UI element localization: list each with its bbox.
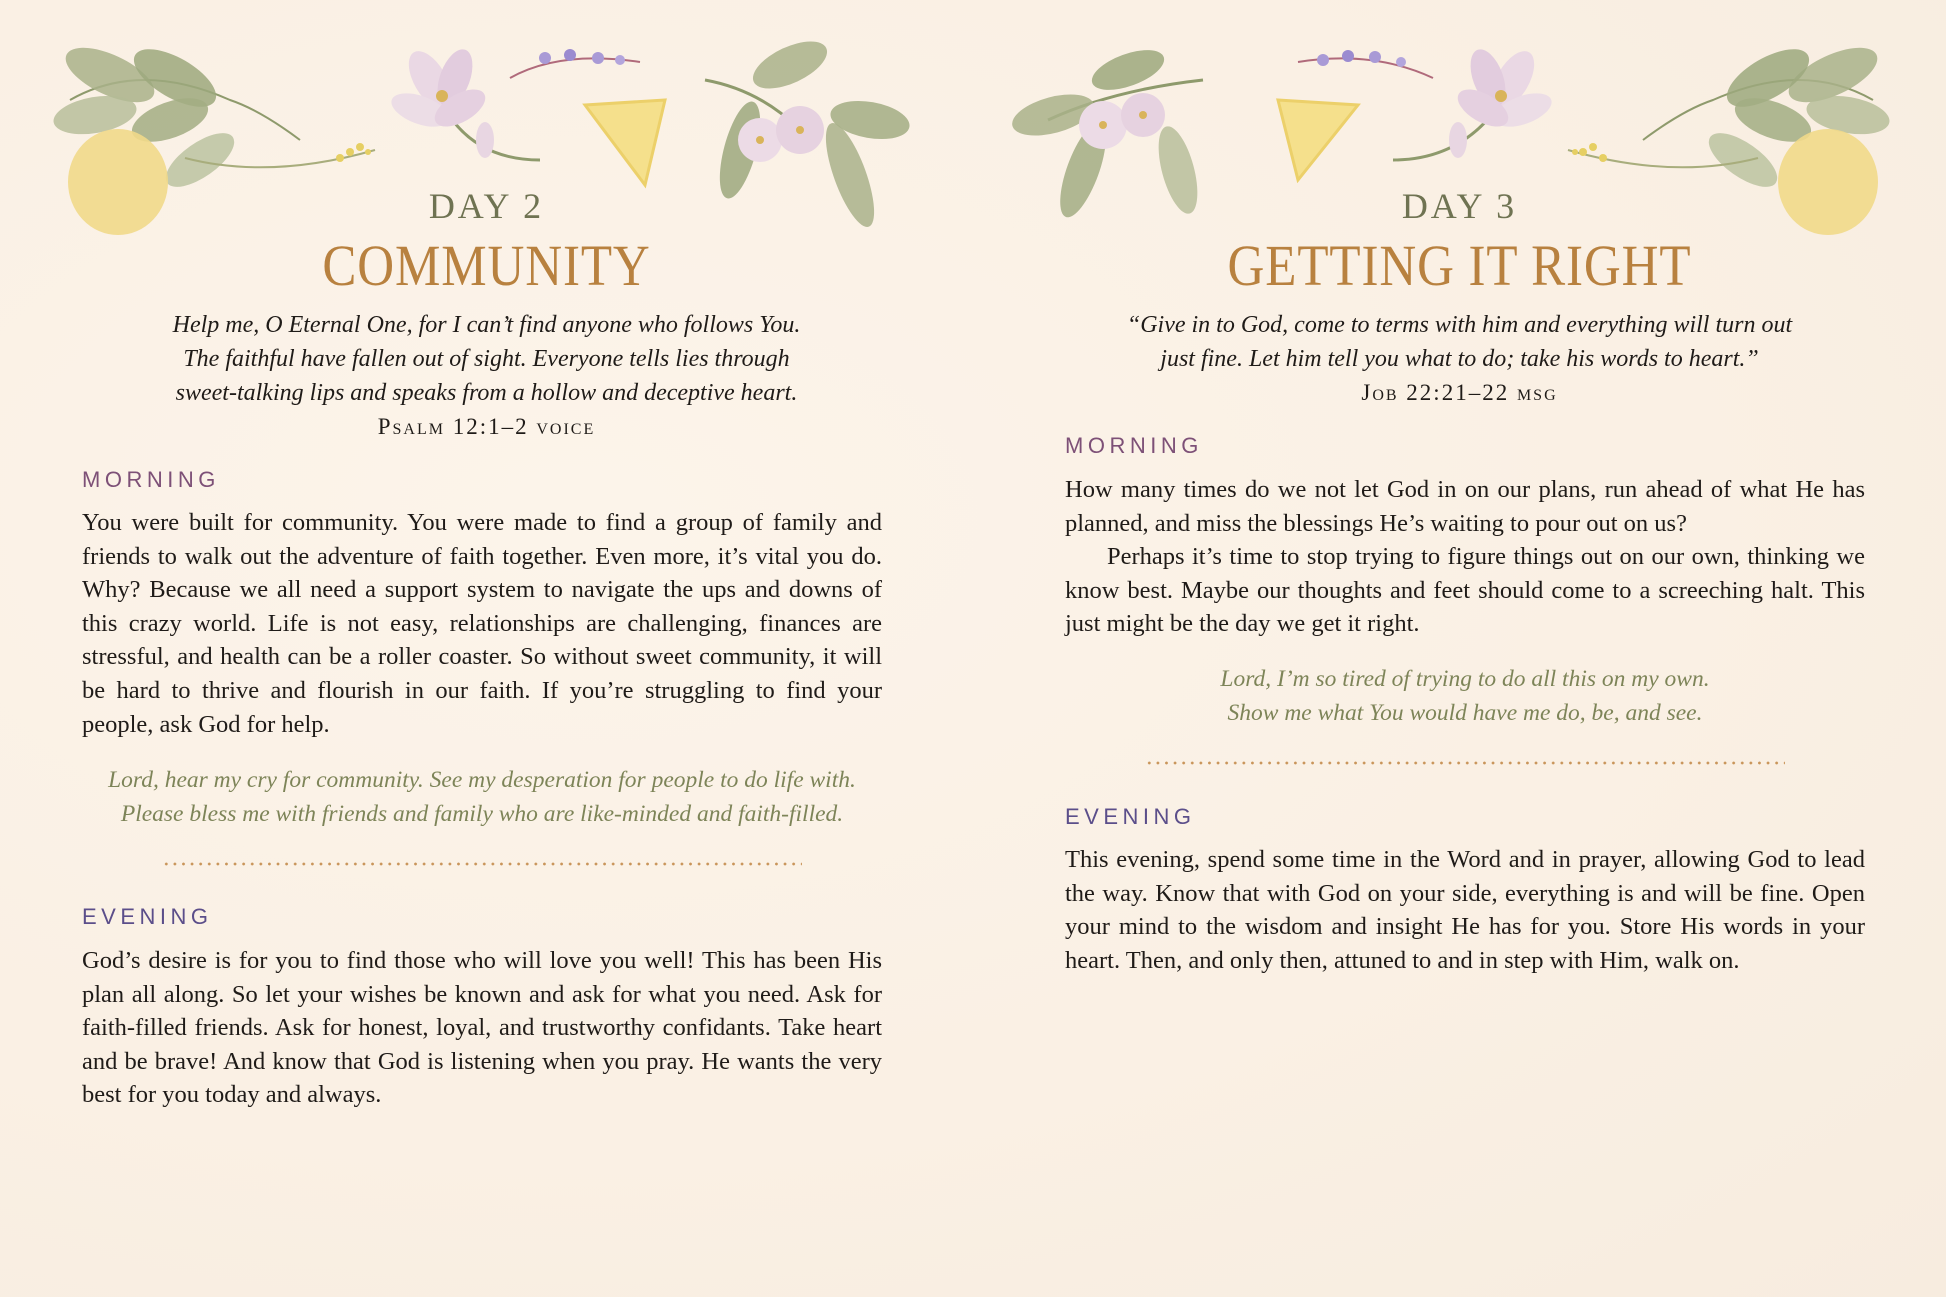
evening-body <box>82 944 882 1112</box>
paragraph: This evening, spend some time in the Word and in prayer, allowing God to lead the way. Know that with God on your side, everything is and will be fine. Open your mind to the wisdom and insight He has for you. Store His words in your heart. Then, and only then, attuned to and in step with Him, walk on. <box>1065 846 1865 974</box>
verse-line: “Give in to God, come to terms with him and everything will turn out <box>1126 312 1793 338</box>
verse-line: Help me, O Eternal One, for I can’t find anyone who follows You. <box>172 312 801 338</box>
dotted-divider <box>1145 761 1785 765</box>
prayer-line: Show me what You would have me do, be, and see. <box>1227 699 1703 726</box>
prayer-line: Please bless me with friends and family who are like-minded and faith-filled. <box>120 800 844 827</box>
paragraph: How many times do we not let God in on our plans, run ahead of what He has planned, and miss the blessings He’s waiting to pour out on us? <box>1065 476 1865 537</box>
morning-body <box>1065 473 1865 641</box>
prayer-line: Lord, hear my cry for community. See my desperation for people to do life with. <box>108 767 856 793</box>
scripture-verse <box>0 308 973 444</box>
lemon-blossom-icon <box>1393 44 1556 160</box>
lavender-sprig-icon <box>510 49 640 78</box>
page-title: GETTING IT RIGHT <box>1227 233 1692 298</box>
evening-label: EVENING <box>1065 804 1196 829</box>
prayer-line: Lord, I’m so tired of trying to do all this on my own. <box>1220 666 1710 692</box>
morning-label: MORNING <box>1065 433 1203 458</box>
verse-line: sweet-talking lips and speaks from a hollow and deceptive heart. <box>175 380 798 406</box>
scripture-verse <box>973 308 1946 410</box>
leaves-icon <box>51 37 300 197</box>
lavender-sprig-icon <box>1298 50 1433 78</box>
morning-prayer <box>82 764 882 831</box>
verse-line: The faithful have fallen out of sight. Everyone tells lies through <box>183 346 790 372</box>
morning-label: MORNING <box>82 467 220 492</box>
yellow-sprig-icon <box>185 143 375 167</box>
evening-label: EVENING <box>82 904 213 929</box>
lemon-slice-icon <box>1278 100 1358 180</box>
paragraph: God’s desire is for you to find those who will love you well! This has been His plan all along. So let your wishes be known and ask for what you need. Ask for faith-filled friends. Ask for honest, loyal, and trustworthy confidants. Take heart and be brave! And know that God is listening when you pray. He wants the very best for you today and always. <box>82 947 882 1109</box>
day-label: DAY 3 <box>1401 186 1518 226</box>
paragraph: You were built for community. You were made to find a group of family and friends to walk out the adventure of faith together. Even more, it’s vital you do. Why? Because we all need a support system to navigate the ups and downs of this crazy world. Life is not easy, relationships are challenging, finances are stressful, and health can be a roller coaster. So without sweet community, it will be hard to thrive and flourish in our faith. If you’re struggling to find your people, ask God for help. <box>82 509 882 738</box>
lemon-slice-icon <box>585 100 665 185</box>
leaves-icon <box>1643 37 1892 197</box>
lemon-blossom-icon <box>387 44 540 160</box>
dotted-divider <box>162 862 802 866</box>
verse-line: just fine. Let him tell you what to do; take his words to heart.” <box>1160 346 1759 372</box>
paragraph: Perhaps it’s time to stop trying to figure things out on our own, thinking we know best. Maybe our thoughts and feet should come to a screeching halt. This just might be the day we get it right. <box>1065 543 1865 638</box>
verse-reference: Job 22:21–22 msg <box>1361 380 1558 405</box>
morning-body <box>82 506 882 741</box>
verse-reference: Psalm 12:1–2 voice <box>377 414 596 439</box>
page-title: COMMUNITY <box>322 233 651 298</box>
yellow-sprig-icon <box>1568 143 1758 167</box>
morning-prayer <box>1065 663 1865 730</box>
evening-body <box>1065 843 1865 977</box>
right-page <box>973 0 1946 1297</box>
day-label: DAY 2 <box>428 186 545 226</box>
